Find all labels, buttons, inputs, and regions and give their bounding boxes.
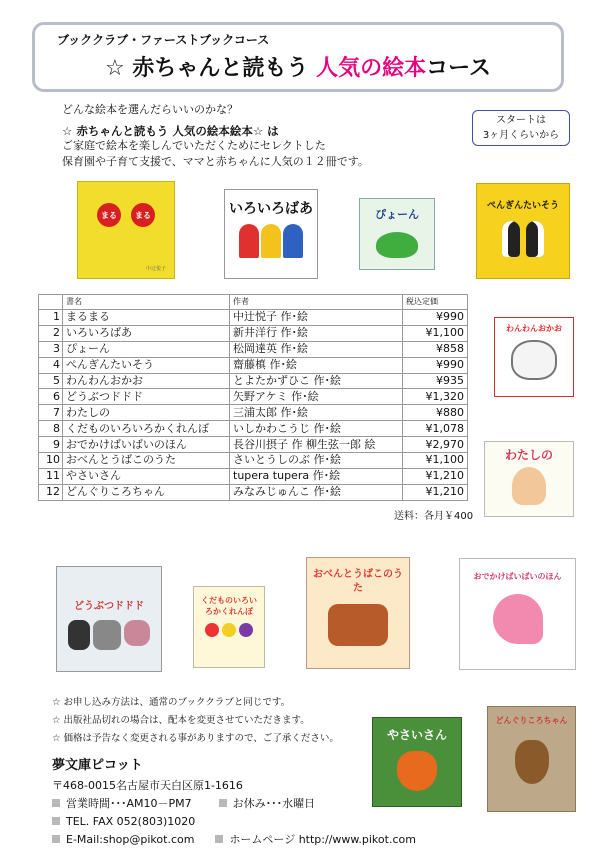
table-row	[39, 357, 468, 373]
cover-kudamono-title: くだものいろいろかくれんぼ	[201, 596, 257, 616]
bullet-square-icon	[52, 799, 60, 807]
elephant-icon	[93, 620, 121, 650]
cover-marumaru	[77, 181, 175, 279]
cover-kudamono	[193, 586, 265, 668]
row-title: まるまる	[63, 310, 230, 326]
shop-contact-row	[52, 831, 416, 849]
note-item: ☆ お申し込み方法は、通常のブッククラブと同じです。	[52, 697, 291, 708]
star-icon: ☆	[104, 56, 125, 81]
lunchbox-icon	[328, 604, 388, 646]
cover-obento	[306, 557, 410, 669]
baby-icon	[512, 467, 546, 505]
cover-donguri	[487, 706, 576, 812]
row-author: みなみじゅんこ 作･絵	[230, 484, 403, 500]
table-row	[39, 484, 468, 500]
row-price: ¥858	[403, 341, 468, 357]
cover-maru-circle-2: まる	[131, 203, 155, 227]
row-author: 三浦太郎 作･絵	[230, 405, 403, 421]
cover-iroiro-figure-blue	[283, 224, 303, 258]
header-no	[39, 295, 63, 310]
penguin-icon	[502, 221, 520, 257]
intro-line-3: ご家庭で絵本を楽しんでいただくためにセレクトした	[62, 139, 326, 152]
book-list-table	[38, 294, 468, 501]
cover-wanwan-title: わんわんおかお	[506, 324, 562, 333]
bullet-square-icon	[215, 835, 223, 843]
row-number: 12	[39, 484, 63, 500]
bullet-square-icon	[219, 799, 227, 807]
row-title: おべんとうばこのうた	[63, 453, 230, 469]
shop-tel-row	[52, 813, 416, 831]
notes-list	[52, 694, 339, 748]
row-price: ¥1,100	[403, 453, 468, 469]
row-price: ¥1,210	[403, 468, 468, 484]
shop-email[interactable]: E-Mail:shop@pikot.com	[66, 833, 195, 846]
row-number: 9	[39, 437, 63, 453]
cover-iroiro-title: いろいろばあ	[229, 201, 313, 217]
cover-doubutsu-title: どうぶつドドド	[74, 601, 144, 612]
row-author: とよたかずひこ 作･絵	[230, 373, 403, 389]
cover-odekake-title: おでかけばいばいのほん	[473, 572, 562, 581]
header-title: 書名	[63, 295, 230, 310]
row-number: 3	[39, 341, 63, 357]
row-author: tupera tupera 作･絵	[230, 468, 403, 484]
row-number: 5	[39, 373, 63, 389]
row-number: 7	[39, 405, 63, 421]
title-highlight: 人気の絵本	[316, 56, 427, 81]
row-author: 松岡達英 作･絵	[230, 341, 403, 357]
cover-obento-title: おべんとうばこのうた	[313, 569, 403, 594]
row-title: おでかけばいばいのほん	[63, 437, 230, 453]
start-age-badge	[472, 110, 570, 146]
table-header-row	[39, 295, 468, 310]
dog-icon	[511, 340, 557, 380]
table-row	[39, 453, 468, 469]
shop-name: 夢文庫ピコット	[52, 758, 143, 773]
row-title: ぺんぎんたいそう	[63, 357, 230, 373]
header-box	[32, 22, 564, 92]
cover-iroiro	[224, 189, 318, 279]
cover-maru-author: 中辻悦子	[145, 266, 166, 272]
header-author: 作者	[230, 295, 403, 310]
header-price: 税込定価	[403, 295, 468, 310]
cover-yasai-title: やさいさん	[386, 728, 447, 742]
cover-odekake	[459, 558, 576, 670]
row-price: ¥935	[403, 373, 468, 389]
row-title: いろいろばあ	[63, 325, 230, 341]
cover-iroiro-figure-yellow	[261, 224, 281, 258]
title-suffix: コース	[426, 56, 491, 81]
row-price: ¥880	[403, 405, 468, 421]
apple-icon	[205, 623, 219, 637]
start-badge-line-1: スタートは	[496, 115, 546, 126]
row-number: 4	[39, 357, 63, 373]
row-price: ¥1,320	[403, 389, 468, 405]
cover-pyon-title: ぴょーん	[375, 208, 419, 221]
shipping-note: 送料：各月￥400	[394, 511, 474, 522]
table-row	[39, 468, 468, 484]
note-item: ☆ 価格は予告なく変更される事がありますので、ご了承ください。	[52, 733, 339, 744]
cover-pengin-title: ぺんぎんたいそう	[486, 201, 559, 211]
row-price: ¥990	[403, 357, 468, 373]
table-row	[39, 421, 468, 437]
bullet-square-icon	[52, 835, 60, 843]
row-price: ¥1,210	[403, 484, 468, 500]
cover-iroiro-figure-red	[239, 224, 259, 258]
row-title: くだものいろいろかくれんぼ	[63, 421, 230, 437]
row-number: 11	[39, 468, 63, 484]
row-author: さいとうしのぶ 作･絵	[230, 453, 403, 469]
frog-icon	[376, 232, 418, 258]
intro-line-2: ☆ 赤ちゃんと読もう 人気の絵本絵本☆ は	[62, 124, 279, 138]
row-price: ¥1,100	[403, 325, 468, 341]
grape-icon	[239, 623, 253, 637]
row-number: 8	[39, 421, 63, 437]
row-title: どうぶつドドド	[63, 389, 230, 405]
cover-pyon	[359, 198, 435, 270]
row-number: 1	[39, 310, 63, 326]
hippo-icon	[124, 620, 150, 646]
club-name: ブッククラブ・ファーストブックコース	[57, 33, 270, 47]
row-title: やさいさん	[63, 468, 230, 484]
acorn-icon	[515, 740, 549, 784]
shop-homepage[interactable]: ホームページ http://www.pikot.com	[229, 833, 416, 846]
table-row	[39, 310, 468, 326]
row-author: 中辻悦子 作･絵	[230, 310, 403, 326]
cover-maru-circle-1: まる	[97, 203, 121, 227]
shop-tel: TEL. FAX 052(803)1020	[66, 815, 196, 828]
row-author: 新井洋行 作･絵	[230, 325, 403, 341]
cover-watashi-title: わたしの	[504, 448, 553, 462]
cover-watashi	[484, 441, 574, 517]
table-row	[39, 389, 468, 405]
intro-line-4: 保育園や子育て支援で、ママと赤ちゃんに人気の１２冊です。	[62, 155, 369, 168]
row-author: いしかわこうじ 作･絵	[230, 421, 403, 437]
shop-address: 〒468-0015名古屋市天白区原1-1616	[52, 779, 243, 792]
row-title: どんぐりころちゃん	[63, 484, 230, 500]
row-title: わんわんおかお	[63, 373, 230, 389]
bird-icon	[493, 594, 543, 644]
cover-wanwan	[494, 317, 574, 397]
table-row	[39, 341, 468, 357]
row-title: ぴょーん	[63, 341, 230, 357]
page-title	[35, 51, 561, 82]
gorilla-icon	[68, 620, 90, 650]
row-title: わたしの	[63, 405, 230, 421]
cover-pengin	[476, 183, 570, 279]
table-row	[39, 325, 468, 341]
shop-hours: 営業時間･･･AM10－PM7	[66, 797, 192, 810]
table-row	[39, 437, 468, 453]
shop-holiday: お休み･･･水曜日	[232, 797, 316, 810]
row-author: 矢野アケミ 作･絵	[230, 389, 403, 405]
row-price: ¥990	[403, 310, 468, 326]
table-row	[39, 405, 468, 421]
table-row	[39, 373, 468, 389]
title-main: 赤ちゃんと読もう	[132, 56, 309, 81]
penguin-icon-2	[526, 221, 544, 257]
row-author: 長谷川摂子 作 柳生弦一郎 絵	[230, 437, 403, 453]
cover-donguri-title: どんぐりころちゃん	[495, 716, 568, 725]
start-badge-line-2: 3ヶ月くらいから	[482, 130, 560, 141]
banana-icon	[222, 623, 236, 637]
row-number: 6	[39, 389, 63, 405]
cover-doubutsu	[56, 566, 162, 672]
intro-line-1: どんな絵本を選んだらいいのかな？	[62, 103, 238, 116]
row-number: 10	[39, 453, 63, 469]
row-number: 2	[39, 325, 63, 341]
row-price: ¥1,078	[403, 421, 468, 437]
row-author: 齋藤槙 作･絵	[230, 357, 403, 373]
row-price: ¥2,970	[403, 437, 468, 453]
shop-info	[52, 757, 416, 849]
bullet-square-icon	[52, 817, 60, 825]
shop-hours-row	[52, 795, 416, 813]
note-item: ☆ 出版社品切れの場合は、配本を変更させていただきます。	[52, 715, 310, 726]
